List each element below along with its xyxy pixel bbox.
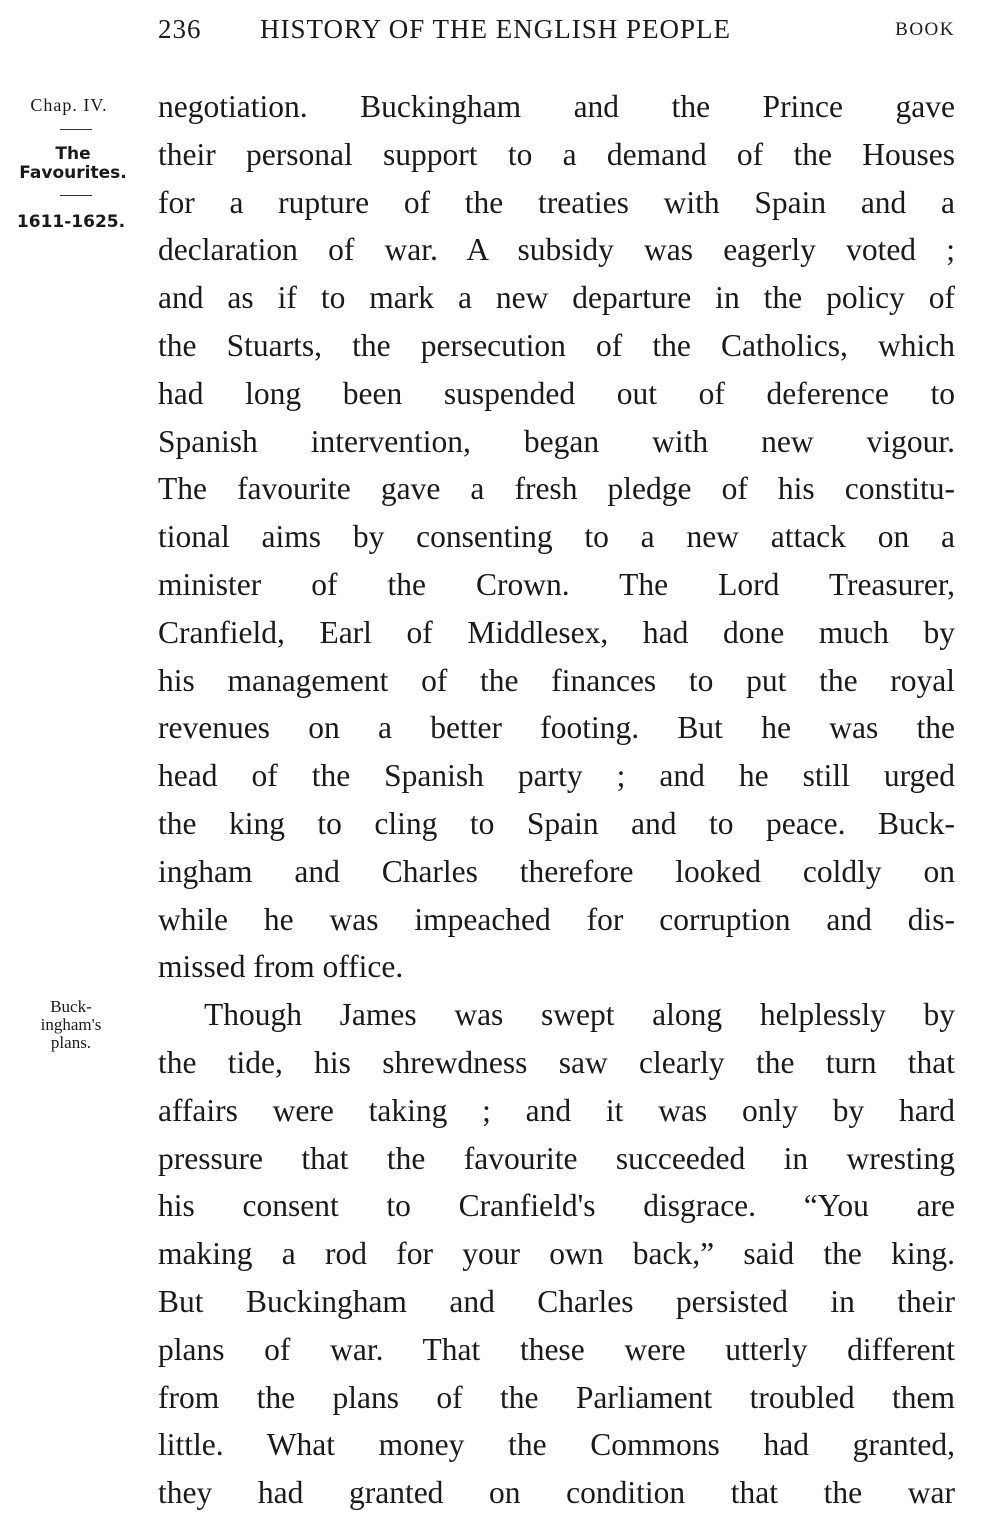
margin-dates: 1611-1625.: [16, 212, 126, 232]
text-line: affairs were taking ; and it was only by hard: [158, 1092, 955, 1128]
page-number: 236: [158, 14, 202, 44]
text-line: Though James was swept along helplessly by: [204, 997, 955, 1033]
text-line: plans of war. That these were utterly different: [158, 1331, 955, 1367]
text-line: the Stuarts, the persecution of the Catholics, which: [158, 327, 955, 363]
paragraph-2: [158, 991, 955, 1517]
text-line: minister of the Crown. The Lord Treasurer,: [158, 566, 955, 602]
text-line: missed from office.: [158, 949, 404, 985]
text-line: But Buckingham and Charles persisted in their: [158, 1283, 955, 1319]
text-line: negotiation. Buckingham and the Prince gave: [158, 89, 955, 124]
text-line: the king to cling to Spain and to peace. Buck-: [158, 805, 955, 841]
text-line: ingham and Charles therefore looked coldly on: [158, 853, 955, 889]
chapter-label: Chap. IV.: [30, 95, 108, 115]
text-line: his management of the finances to put the royal: [158, 662, 955, 698]
text-line: Cranfield, Earl of Middlesex, had done much by: [158, 614, 955, 650]
text-line: from the plans of the Parliament troubled them: [158, 1379, 955, 1415]
margin-topic: [2, 145, 144, 183]
text-line: Spanish intervention, began with new vigour.: [158, 423, 955, 459]
margin-rule: [60, 129, 92, 130]
text-line: pressure that the favourite succeeded in wresting: [158, 1140, 955, 1176]
text-line: declaration of war. A subsidy was eagerly voted ;: [158, 232, 955, 268]
text-line: making a rod for your own back,” said the king.: [158, 1236, 955, 1272]
text-line: had long been suspended out of deference to: [158, 375, 955, 411]
body-text: [158, 83, 955, 1517]
text-line: little. What money the Commons had granted,: [158, 1427, 955, 1463]
margin-note-plans: [10, 998, 132, 1052]
text-line: The favourite gave a fresh pledge of his constitu-: [158, 471, 955, 507]
margin-rule: [60, 195, 92, 196]
running-head: [158, 14, 955, 56]
paragraph-1: [158, 83, 955, 991]
text-line: tional aims by consenting to a new attack on a: [158, 519, 955, 555]
text-line: revenues on a better footing. But he was the: [158, 710, 955, 746]
margin-plans-line: Buck-: [50, 997, 92, 1016]
text-line: they had granted on condition that the war: [158, 1475, 955, 1511]
text-line: while he was impeached for corruption and dis-: [158, 901, 955, 937]
text-line: the tide, his shrewdness saw clearly the turn that: [158, 1044, 955, 1080]
text-line: and as if to mark a new departure in the policy of: [158, 280, 955, 316]
book-label: BOOK: [895, 19, 955, 40]
margin-plans-line: plans.: [50, 1033, 92, 1052]
margin-topic-line: Favourites.: [19, 163, 127, 183]
text-line: his consent to Cranfield's disgrace. “You are: [158, 1188, 955, 1224]
book-title: HISTORY OF THE ENGLISH PEOPLE: [260, 14, 732, 44]
margin-plans-line: ingham's: [40, 1015, 102, 1034]
text-line: their personal support to a demand of the Houses: [158, 136, 955, 172]
text-line: for a rupture of the treaties with Spain and a: [158, 184, 955, 220]
text-line: head of the Spanish party ; and he still urged: [158, 758, 955, 794]
margin-topic-line: The: [55, 144, 91, 164]
